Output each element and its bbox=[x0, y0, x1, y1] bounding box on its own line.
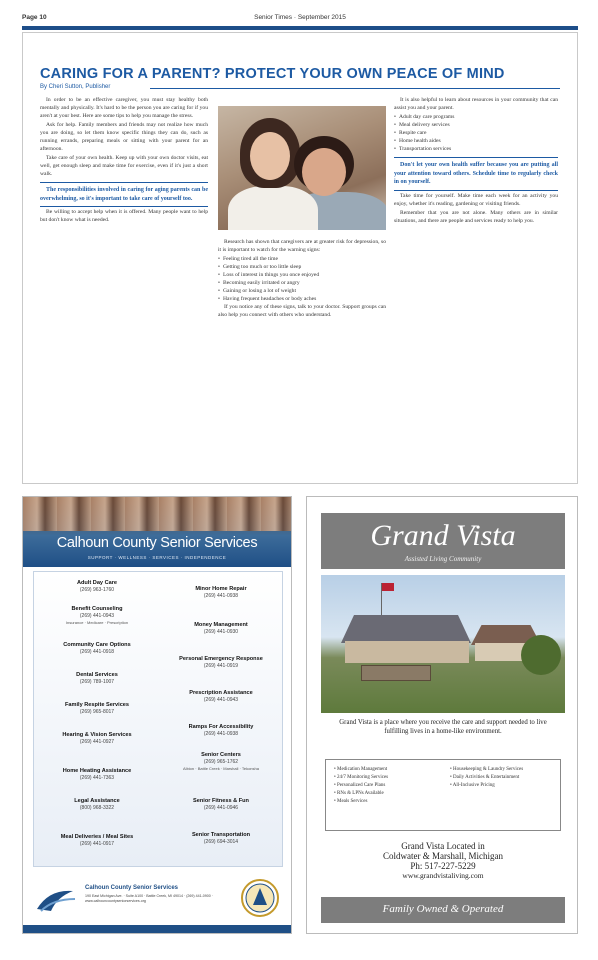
service-entry: Senior Transportation (269) 694-3014 bbox=[191, 832, 251, 845]
paragraph: Research has shown that caregivers are at greater risk for depression, so it is important to watch for the warning signs: bbox=[218, 239, 386, 254]
facility-photo bbox=[321, 575, 565, 713]
ad-website: www.grandvistaliving.com bbox=[402, 871, 484, 880]
service-entry: Adult Day Care (269) 963-1760 bbox=[76, 580, 118, 593]
list-item: • Meal delivery services bbox=[394, 121, 558, 129]
list-item: • Housekeeping & Laundry Services bbox=[450, 766, 562, 774]
ad-banner bbox=[321, 513, 565, 569]
article-byline: By Cheri Sutton, Publisher bbox=[40, 84, 111, 90]
paragraph: Take time for yourself. Make time each week for an activity you enjoy, whether it's reading, gardening or visiting friends. bbox=[394, 192, 558, 207]
article-column-1 bbox=[40, 96, 208, 476]
service-entry: Money Management (269) 441-0930 bbox=[194, 622, 248, 635]
list-item: • Personalized Care Plans bbox=[334, 782, 446, 790]
paragraph: Take care of your own health. Keep up with your own doctor visits, eat well, get enough sleep and make time for exercise, even if it's just a short walk. bbox=[40, 155, 208, 178]
service-entry: Home Heating Assistance (269) 441-7363 bbox=[62, 768, 132, 781]
ad-description: Grand Vista is a place where you receive the care and support needed to live fulfilling lives in a home-like environment. bbox=[339, 719, 547, 735]
ad-footer bbox=[23, 877, 291, 923]
senior-services-logo-icon bbox=[33, 883, 79, 915]
list-item: • Adult day care programs bbox=[394, 113, 558, 121]
location-line: Grand Vista Located in bbox=[401, 841, 485, 851]
millage-seal-icon bbox=[241, 879, 279, 917]
list-item: • Gaining or losing a lot of weight bbox=[218, 287, 386, 295]
calhoun-senior-services-ad bbox=[22, 496, 292, 934]
service-entry: Family Respite Services (269) 965-8017 bbox=[64, 702, 130, 715]
service-entry: Legal Assistance (800) 968-3322 bbox=[74, 798, 120, 811]
list-item: • Transportation services bbox=[394, 145, 558, 153]
service-entry: Benefit Counseling (269) 441-0943 Insurance · Medicare · Prescription bbox=[65, 606, 129, 625]
list-item: • All-Inclusive Pricing bbox=[450, 782, 562, 790]
ad-bottom-bar bbox=[23, 925, 291, 933]
ad-title: Calhoun County Senior Services bbox=[56, 535, 258, 551]
page-number: Page 10 bbox=[22, 14, 47, 21]
list-item: • Becoming easily irritated or angry bbox=[218, 279, 386, 287]
list-item: • Loss of interest in things you once enjoyed bbox=[218, 271, 386, 279]
footer-org-name: Calhoun County Senior Services bbox=[85, 885, 179, 891]
ad-banner bbox=[23, 497, 291, 567]
location-cities: Coldwater & Marshall, Michigan bbox=[383, 851, 503, 861]
list-item: • Daily Activities & Entertainment bbox=[450, 774, 562, 782]
list-item: • RNs & LPNs Available bbox=[334, 790, 446, 798]
amenities-box bbox=[325, 759, 561, 831]
byline-rule bbox=[150, 88, 560, 89]
service-entry: Personal Emergency Response (269) 441-0919 bbox=[179, 656, 263, 669]
page-header bbox=[22, 12, 578, 26]
article-headline: CARING FOR A PARENT? PROTECT YOUR OWN PEACE OF MIND bbox=[40, 66, 505, 82]
list-item: • Meals Services bbox=[334, 798, 446, 806]
paragraph: Remember that you are not alone. Many others are in similar situations, and there are people and services ready to help you. bbox=[394, 209, 558, 224]
amenities-list-left bbox=[334, 766, 446, 806]
list-item: • 24/7 Monitoring Services bbox=[334, 774, 446, 782]
list-item: • Respite care bbox=[394, 129, 558, 137]
service-entry: Minor Home Repair (269) 441-0938 bbox=[195, 586, 247, 599]
ad-brand-name: Grand Vista bbox=[370, 519, 516, 552]
pull-quote: The responsibilities involved in caring for aging parents can be overwhelming, so it's important to take care of yourself too. bbox=[40, 182, 208, 207]
service-entry: Ramps For Accessibility (269) 441-0938 bbox=[188, 724, 254, 737]
paragraph: Ask for help. Family members and friends may not realize how much you are doing, so let them know specific things they can do, such as running errands, preparing meals or sitting with your parent for an afternoon. bbox=[40, 122, 208, 153]
list-item: • Feeling tired all the time bbox=[218, 255, 386, 263]
ad-tagline: Assisted Living Community bbox=[404, 555, 482, 563]
paragraph: It is also helpful to learn about resources in your community that can assist you and your parent. bbox=[394, 97, 558, 112]
list-item: • Medication Management bbox=[334, 766, 446, 774]
warning-sign-list bbox=[218, 255, 386, 303]
ad-subtitle: SUPPORT · WELLNESS · SERVICES · INDEPENDENCE bbox=[87, 555, 227, 560]
services-directory bbox=[33, 571, 283, 867]
grand-vista-ad bbox=[306, 496, 578, 934]
service-entry: Hearing & Vision Services (269) 441-0927 bbox=[62, 732, 132, 745]
pull-quote: Don't let your own health suffer because you are putting all your attention toward others. Schedule time to regularly check in on yourself. bbox=[394, 157, 558, 190]
ad-phone: Ph: 517-227-5229 bbox=[410, 861, 476, 871]
caregiver-photo bbox=[218, 106, 386, 230]
header-rule bbox=[22, 26, 578, 30]
ad-location bbox=[321, 841, 565, 880]
list-item: • Home health aides bbox=[394, 137, 558, 145]
service-entry: Prescription Assistance (269) 441-0943 bbox=[189, 690, 253, 703]
service-entry: Meal Deliveries / Meal Sites (269) 441-0917 bbox=[60, 834, 134, 847]
paragraph: In order to be an effective caregiver, you must stay healthy both mentally and physically. It's hard to be the person you are caring for if you aren't at your best. Here are some tips to help you manage the stress. bbox=[40, 97, 208, 120]
service-entry: Senior Fitness & Fun (269) 441-0946 bbox=[193, 798, 249, 811]
publication-title: Senior Times · September 2015 bbox=[254, 14, 346, 21]
service-entry: Community Care Options (269) 441-0918 bbox=[63, 642, 131, 655]
paragraph: If you notice any of these signs, talk to your doctor. Support groups can also help you connect with others who understand. bbox=[218, 304, 386, 319]
article-column-3 bbox=[394, 96, 558, 476]
article-column-2 bbox=[218, 238, 386, 476]
ad-footer-text: Family Owned & Operated bbox=[382, 903, 504, 915]
list-item: • Having frequent headaches or body aches bbox=[218, 295, 386, 303]
amenities-list-right bbox=[450, 766, 562, 790]
ad-footer-banner bbox=[321, 897, 565, 923]
list-item: • Getting too much or too little sleep bbox=[218, 263, 386, 271]
resource-list bbox=[394, 113, 558, 153]
seniors-photo-strip bbox=[23, 497, 291, 531]
service-entry: Senior Centers (269) 965-1762 Albion · Battle Creek · Marshall · Tekonsha bbox=[183, 752, 259, 771]
footer-address: 190 East Michigan Ave. · Suite A100 · Battle Creek, MI 49014 · (269) 441-0900 · www.calhouncountyseniorservices.org bbox=[85, 894, 213, 903]
paragraph: Be willing to accept help when it is offered. Many people want to help but don't know what is needed. bbox=[40, 209, 208, 224]
service-entry: Dental Services (269) 789-1007 bbox=[76, 672, 118, 685]
